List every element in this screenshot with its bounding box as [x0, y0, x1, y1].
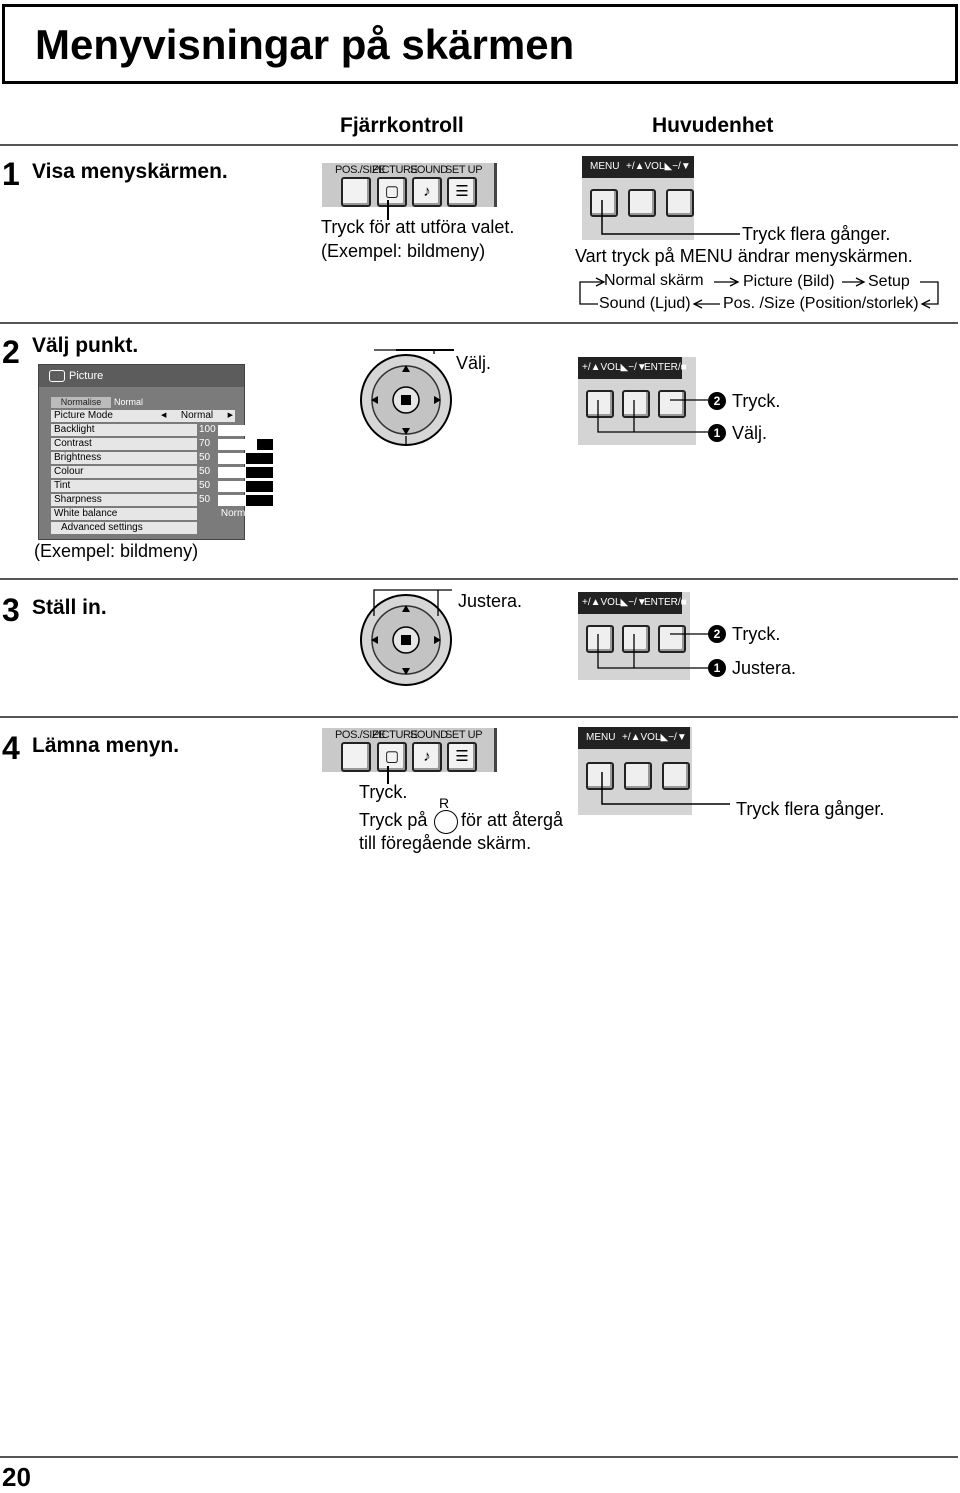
cycle-picture: Picture (Bild)	[743, 273, 835, 290]
menu-row-backlight[interactable]: Backlight	[51, 424, 197, 436]
step-number: 4	[2, 730, 20, 766]
normalise-value: Normal	[114, 397, 144, 407]
adjust-text: Justera.	[732, 658, 797, 678]
step3-press	[708, 624, 780, 645]
divider	[0, 578, 958, 580]
step4-return-pre: Tryck på	[359, 810, 428, 830]
colour-value: 50	[199, 466, 211, 477]
select-text: Välj.	[732, 423, 768, 443]
menu-row-sharpness[interactable]: Sharpness	[51, 494, 197, 506]
footer-divider	[0, 1456, 958, 1458]
unit-label-bar	[578, 592, 687, 614]
enter-label: ENTER/■	[644, 362, 687, 373]
return-button-label: R	[439, 795, 450, 811]
brightness-slider[interactable]	[218, 453, 273, 464]
divider	[0, 322, 958, 324]
unit-label-bar	[578, 357, 687, 379]
step-number: 3	[2, 592, 20, 628]
setup-button[interactable]	[447, 742, 477, 772]
remote-button-strip	[322, 163, 497, 207]
unit-label-bar	[582, 156, 694, 178]
title-box	[2, 4, 958, 84]
picture-menu-title: Picture	[69, 370, 104, 382]
step4-press: Tryck.	[359, 782, 408, 802]
setup-button[interactable]	[447, 177, 477, 207]
unit-label-bar	[578, 727, 690, 749]
divider	[0, 144, 958, 146]
step-label: Ställ in.	[32, 596, 107, 619]
step1-pointer-lines	[590, 188, 750, 238]
number-badge: 1	[708, 424, 726, 442]
arrow-left-icon: ◀	[161, 412, 167, 419]
menu-row-picture-mode[interactable]: Picture Mode	[51, 410, 197, 422]
sound-button[interactable]	[412, 742, 442, 772]
cycle-normal: Normal skärm	[604, 272, 704, 289]
step2-pointer-lines	[590, 390, 720, 440]
menu-row-colour[interactable]: Colour	[51, 466, 197, 478]
step-label: Välj punkt.	[32, 334, 139, 357]
screen-icon	[49, 370, 65, 382]
picture-button[interactable]	[377, 742, 407, 772]
number-badge: 2	[708, 625, 726, 643]
return-button-icon	[434, 810, 458, 834]
screen-icon: ▢	[384, 748, 400, 765]
remote-button-strip	[322, 728, 497, 772]
possize-label: POS./SIZE	[335, 729, 386, 741]
number-badge: 1	[708, 659, 726, 677]
screen-icon: ▢	[384, 183, 400, 200]
cycle-possize: Pos. /Size (Position/storlek)	[723, 295, 919, 312]
setup-label: SET UP	[445, 164, 483, 176]
note-icon: ♪	[423, 183, 431, 200]
menu-label: MENU	[586, 732, 616, 743]
colour-slider[interactable]	[218, 467, 273, 478]
pointer-line	[396, 349, 454, 351]
page-number: 20	[2, 1462, 31, 1492]
sound-label: SOUND	[410, 164, 448, 176]
number-badge: 2	[708, 392, 726, 410]
menu-row-tint[interactable]: Tint	[51, 480, 197, 492]
vol-label: +/▲VOL◣−/▼	[582, 597, 647, 608]
vol-label: +/▲VOL◣−/▼	[582, 362, 647, 373]
step3-adjust-unit	[708, 658, 796, 679]
divider	[0, 716, 958, 718]
menu-row-white-balance[interactable]: White balance	[51, 508, 197, 520]
step-number: 1	[2, 156, 20, 192]
possize-label: POS./SIZE	[335, 164, 386, 176]
note-icon: ♪	[423, 748, 431, 765]
possize-button[interactable]	[341, 177, 371, 207]
list-icon: ☰	[455, 183, 469, 200]
backlight-value: 100	[199, 424, 216, 435]
press-text: Tryck.	[732, 391, 781, 411]
picture-label: PICTURE	[372, 164, 418, 176]
step3-pointer-lines	[590, 624, 720, 674]
menu-row-brightness[interactable]: Brightness	[51, 452, 197, 464]
step2-select: Välj.	[456, 353, 492, 373]
step4-pointer-lines	[590, 762, 740, 812]
cycle-setup: Setup	[868, 273, 910, 290]
menu-row-advanced-settings[interactable]: Advanced settings	[51, 522, 197, 534]
white-balance-value: Normal	[220, 508, 254, 519]
picture-menu	[38, 364, 254, 540]
step2-caption: (Exempel: bildmeny)	[34, 541, 199, 561]
contrast-value: 70	[199, 438, 211, 449]
tint-slider[interactable]	[218, 481, 273, 492]
arrow-right-icon: ▶	[227, 412, 233, 419]
step-number: 2	[2, 334, 20, 370]
step-label: Visa menyskärmen.	[32, 160, 228, 183]
picture-label: PICTURE	[372, 729, 418, 741]
vol-label: +/▲VOL◣−/▼	[622, 732, 687, 743]
step2-press	[708, 391, 780, 412]
step3-adjust: Justera.	[458, 591, 523, 611]
menu-row-contrast[interactable]: Contrast	[51, 438, 197, 450]
picture-mode-text: Normal	[180, 410, 214, 421]
possize-button[interactable]	[341, 742, 371, 772]
step4-return-post: för att återgå	[461, 810, 564, 830]
enter-label: ENTER/■	[644, 597, 687, 608]
step4-unit-text: Tryck flera gånger.	[736, 799, 885, 819]
sound-label: SOUND	[410, 729, 448, 741]
picture-button[interactable]	[377, 177, 407, 207]
setup-label: SET UP	[445, 729, 483, 741]
brightness-value: 50	[199, 452, 211, 463]
sharpness-value: 50	[199, 494, 211, 505]
tint-value: 50	[199, 480, 211, 491]
sharpness-slider[interactable]	[218, 495, 273, 506]
normalise-button[interactable]: Normalise	[51, 397, 111, 408]
step-label: Lämna menyn.	[32, 734, 180, 757]
column-heading-unit: Huvudenhet	[652, 114, 774, 137]
step1-unit-desc: Vart tryck på MENU ändrar menyskärmen.	[575, 246, 913, 266]
remote-dpad[interactable]	[356, 586, 466, 696]
page-title: Menyvisningar på skärmen	[35, 21, 575, 68]
menu-label: MENU	[590, 161, 620, 172]
cycle-sound: Sound (Ljud)	[599, 295, 691, 312]
column-heading-remote: Fjärrkontroll	[340, 114, 464, 137]
contrast-slider[interactable]	[218, 439, 273, 450]
step1-unit-text: Tryck flera gånger.	[742, 224, 891, 244]
step4-return-line2: till föregående skärm.	[359, 833, 532, 853]
vol-label: +/▲VOL◣−/▼	[626, 161, 691, 172]
picture-mode-value[interactable]	[159, 410, 235, 422]
remote-dpad[interactable]	[356, 340, 466, 450]
sound-button[interactable]	[412, 177, 442, 207]
step1-remote-text: Tryck för att utföra valet.	[321, 217, 515, 237]
step2-select-unit	[708, 423, 767, 444]
picture-menu-header	[39, 365, 244, 387]
press-text: Tryck.	[732, 624, 781, 644]
list-icon: ☰	[455, 748, 469, 765]
step1-remote-example: (Exempel: bildmeny)	[321, 241, 486, 261]
backlight-slider[interactable]	[218, 425, 273, 436]
